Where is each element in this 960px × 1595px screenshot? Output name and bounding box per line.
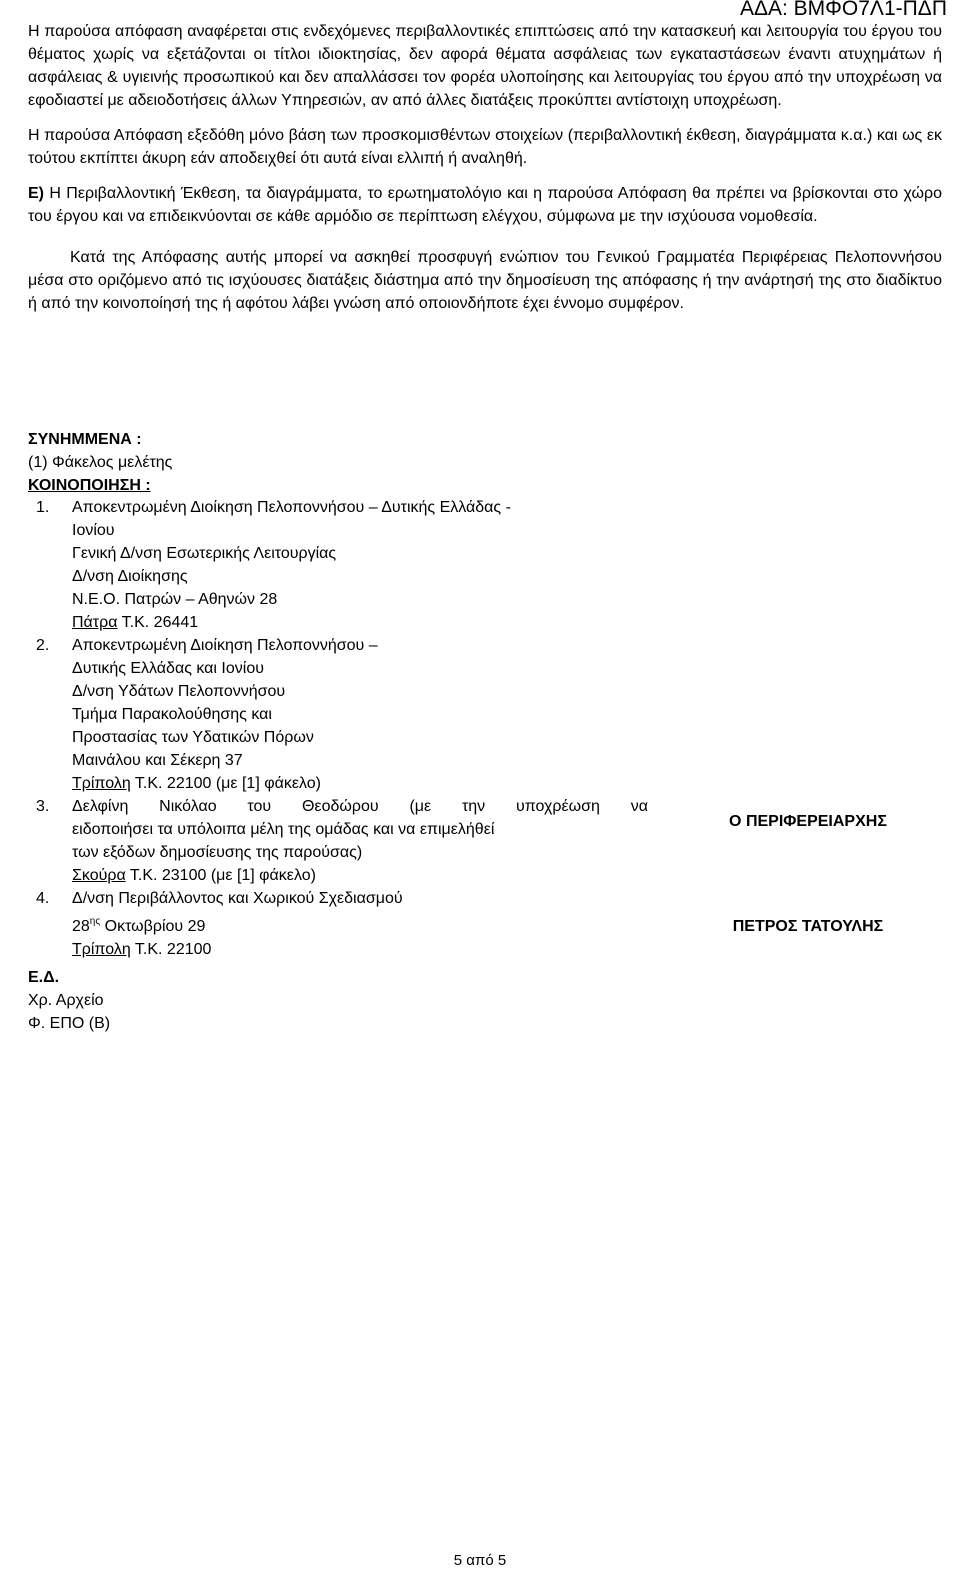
item-address [72, 611, 648, 634]
distribution-section [28, 428, 942, 1032]
item-postcode: Τ.Κ. 26441 [117, 614, 199, 631]
paragraph-e [28, 182, 942, 228]
ada-header: ΑΔΑ: ΒΜΦΟ7Λ1-ΠΔΠ [739, 0, 947, 20]
item-line: Δ/νση Υδάτων Πελοποννήσου [72, 683, 286, 700]
internal-distribution [28, 966, 110, 1035]
item-line: Δυτικής Ελλάδας και Ιονίου [72, 660, 264, 677]
list-item [28, 795, 648, 887]
paragraph-validity: Η παρούσα Απόφαση εξεδόθη μόνο βάση των προσκομισθέντων στοιχείων (περιβαλλοντική έκθεση, διαγράμματα κ.α.) και ως εκ τούτου εκπίπτει άκυρη εάν αποδειχθεί ότι αυτά είναι ελλιπή ή αναληθή. [28, 127, 942, 167]
item-postcode: Τ.Κ. 22100 [130, 941, 212, 958]
item-line: Τμήμα Παρακολούθησης και [72, 706, 272, 723]
paragraph-e-label: Ε) [28, 185, 44, 202]
list-item [28, 634, 648, 795]
item-city: Τρίπολη [72, 941, 131, 958]
document-body [28, 20, 942, 315]
paragraph-scope: Η παρούσα απόφαση αναφέρεται στις ενδεχόμενες περιβαλλοντικές επιπτώσεις από την κατασκευή και λειτουργία του έργου του θέματος χωρίς να εξετάζονται οι τίτλοι ιδιοκτησίας, δεν αφορά θέματα ασφάλειας των εγκαταστάσεων έναντι ατυχημάτων ή ασφάλειας & υγιεινής προσωπικού και δεν απαλλάσσει τον φορέα υλοποίησης και λειτουργίας του έργου από την υποχρέωση να εφοδιαστεί με αδειοδοτήσεις άλλων Υπηρεσιών, αν από άλλες διατάξεις προκύπτει αντίστοιχη υποχρέωση. [28, 23, 942, 109]
date-ordinal: ης [89, 916, 101, 927]
paragraph-e-text: Η Περιβαλλοντική Έκθεση, τα διαγράμματα, το ερωτηματολόγιο και η παρούσα Απόφαση θα πρέπει να βρίσκονται στο χώρο του έργου και να επιδεικνύονται σε κάθε αρμόδιο σε περίπτωση ελέγχου, σύμφωνα με την ισχύουσα νομοθεσία. [28, 185, 943, 225]
item-address [72, 864, 648, 887]
page-number: 5 από 5 [453, 1552, 507, 1569]
item-postcode: Τ.Κ. 22100 (με [1] φάκελο) [130, 775, 321, 792]
date-day: 28 [72, 918, 90, 935]
item-address [72, 772, 648, 795]
item-line: Δ/νση Περιβάλλοντος και Χωρικού Σχεδιασμού [72, 890, 403, 907]
item-line: ειδοποιήσει τα υπόλοιπα μέλη της ομάδας και να επιμελήθεί [72, 821, 495, 838]
signatory-name: ΠΕΤΡΟΣ ΤΑΤΟΥΛΗΣ [732, 918, 884, 935]
item-line: Γενική Δ/νση Εσωτερικής Λειτουργίας [72, 545, 337, 562]
item-city: Πάτρα [72, 614, 118, 631]
internal-item: Φ. ΕΠΟ (Β) [28, 1015, 111, 1032]
item-number: 4. [36, 890, 50, 907]
item-line: Αποκεντρωμένη Διοίκηση Πελοποννήσου – [72, 637, 378, 654]
item-date [72, 910, 648, 938]
notification-list [28, 496, 648, 961]
signatory-title: Ο ΠΕΡΙΦΕΡΕΙΑΡΧΗΣ [729, 813, 887, 830]
item-line: Ν.Ε.Ο. Πατρών – Αθηνών 28 [72, 591, 278, 608]
list-item [28, 887, 648, 961]
attachment-item: (1) Φάκελος μελέτης [28, 454, 173, 471]
item-number: 3. [36, 798, 50, 815]
item-line: των εξόδων δημοσίευσης της παρούσας) [72, 844, 363, 861]
paragraph-appeal: Κατά της Απόφασης αυτής μπορεί να ασκηθεί προσφυγή ενώπιον του Γενικού Γραμματέα Περιφέρειας Πελοποννήσου μέσα στο οριζόμενο από τις ισχύουσες διατάξεις διάστημα από την δημοσίευση της απόφασης ή την ανάρτησή της στο διαδίκτυο ή από την κοινοποίησή της ή αφότου λάβει γνώση από οποιονδήποτε έχει έννομο συμφέρον. [28, 249, 942, 312]
internal-heading: Ε.Δ. [28, 969, 60, 986]
item-city: Τρίπολη [72, 775, 131, 792]
item-line: Δελφίνη Νικόλαο του Θεοδώρου (με την υποχρέωση να [72, 798, 648, 815]
item-line: Προστασίας των Υδατικών Πόρων [72, 729, 314, 746]
item-number: 2. [36, 637, 50, 654]
item-address [72, 938, 648, 961]
internal-item: Χρ. Αρχείο [28, 992, 104, 1009]
notification-heading: ΚΟΙΝΟΠΟΙΗΣΗ : [28, 477, 151, 494]
item-line: Μαινάλου και Σέκερη 37 [72, 752, 243, 769]
item-line: Ιονίου [72, 522, 115, 539]
item-postcode: Τ.Κ. 23100 (με [1] φάκελο) [125, 867, 316, 884]
item-line: Αποκεντρωμένη Διοίκηση Πελοποννήσου – Δυτικής Ελλάδας - [72, 499, 511, 516]
list-item [28, 496, 648, 634]
date-rest: Οκτωβρίου 29 [100, 918, 206, 935]
attachments-heading: ΣΥΝΗΜΜΕΝΑ : [28, 431, 142, 448]
item-city: Σκούρα [72, 867, 126, 884]
item-line: Δ/νση Διοίκησης [72, 568, 188, 585]
item-number: 1. [36, 499, 50, 516]
